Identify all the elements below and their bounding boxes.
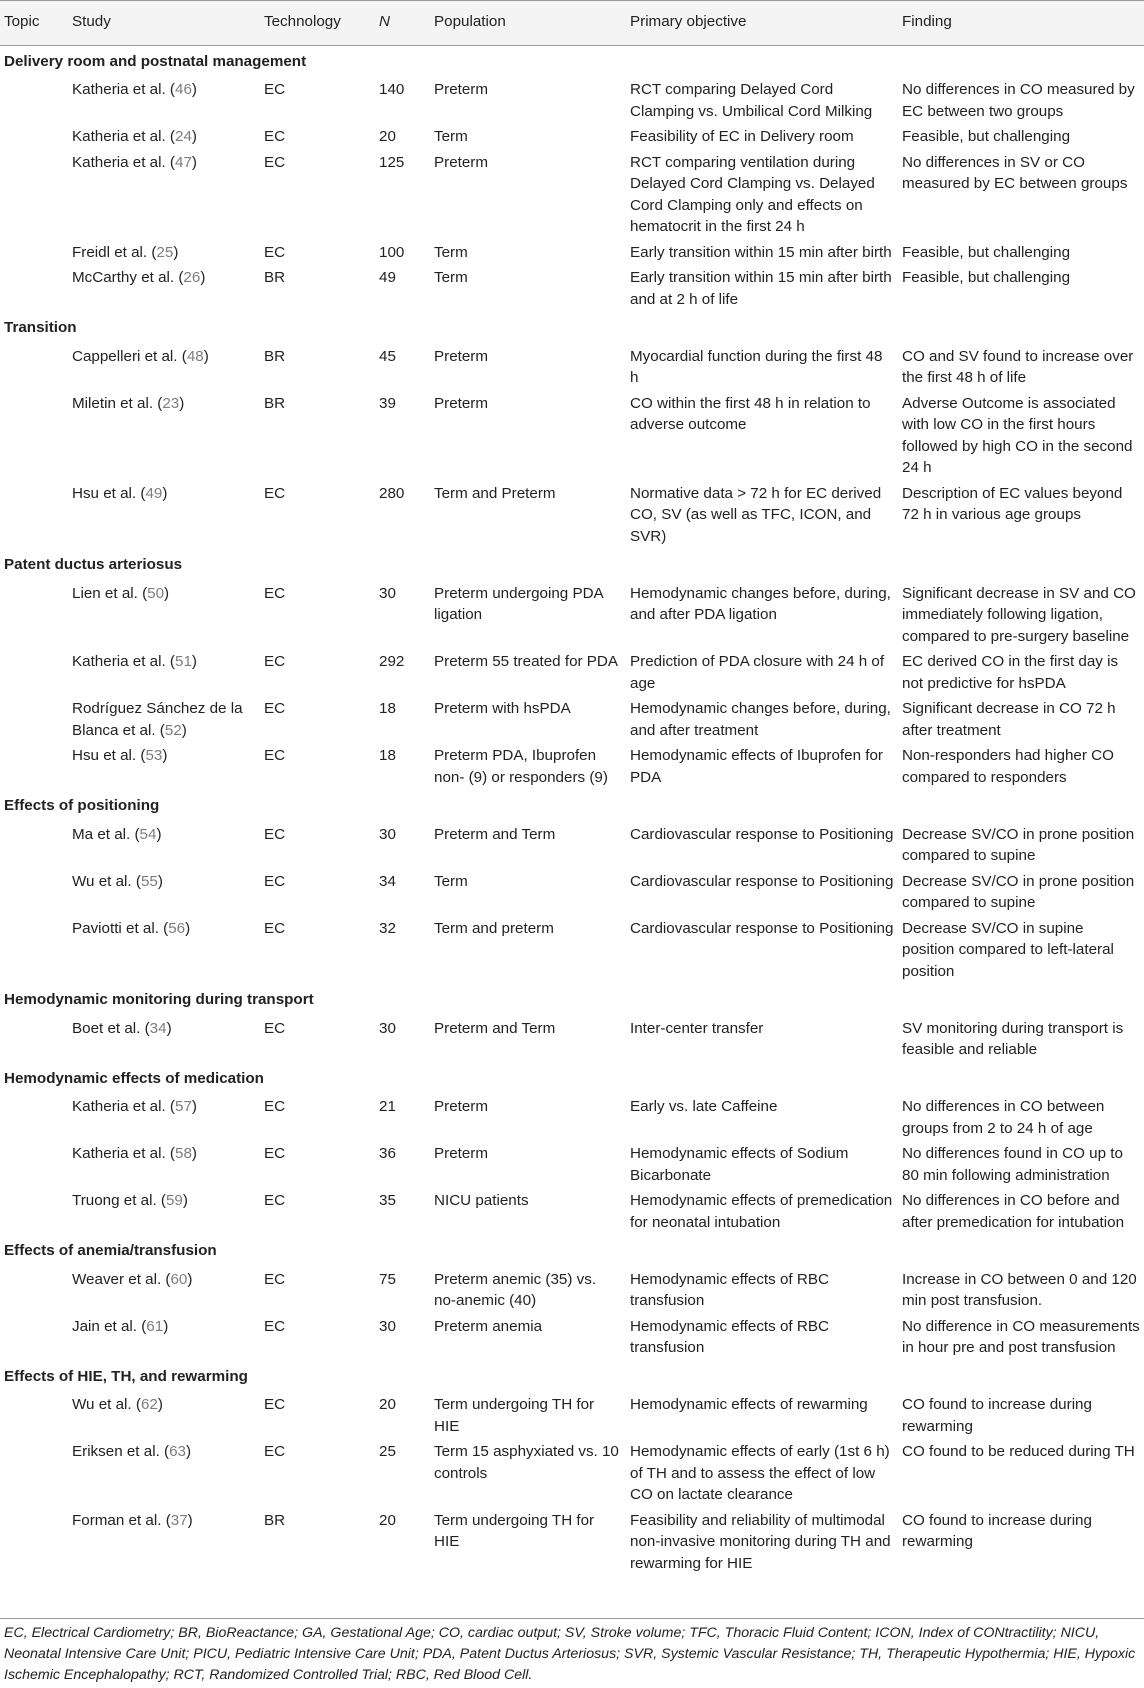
population-cell: Preterm <box>434 81 489 98</box>
study-cell <box>68 1439 260 1508</box>
n-cell: 18 <box>379 700 396 717</box>
objective-cell: Hemodynamic effects of Ibuprofen for PDA <box>630 747 883 786</box>
finding-cell: No differences in CO between groups from 2 to 24 h of age <box>902 1098 1105 1137</box>
n-cell: 30 <box>379 584 396 602</box>
n-cell: 32 <box>379 919 396 937</box>
reference-link[interactable]: 59 <box>165 1192 183 1209</box>
table-row <box>0 1508 1144 1577</box>
reference-link[interactable]: 25 <box>156 243 174 261</box>
population-cell: Term <box>434 269 468 286</box>
reference-link[interactable]: 60 <box>170 1270 188 1288</box>
objective-cell: Cardiovascular response to Positioning <box>630 872 894 890</box>
objective-cell: Early transition within 15 min after birth <box>630 243 892 261</box>
objective-cell: Hemodynamic effects of RBC transfusion <box>630 1317 829 1356</box>
reference-link[interactable]: 47 <box>175 153 192 171</box>
study-cell <box>68 1016 260 1063</box>
topic-cell <box>0 649 68 696</box>
reference-link[interactable]: 51 <box>175 653 192 670</box>
population-cell: Preterm <box>434 153 489 171</box>
technology-cell: EC <box>264 1443 286 1460</box>
technology-cell: EC <box>264 919 286 937</box>
table-row <box>0 581 1144 650</box>
technology-cell: BR <box>264 347 286 365</box>
population-cell: Term and preterm <box>434 919 554 937</box>
header-primary-objective: Primary objective <box>626 1 898 46</box>
study-name: Hsu et al. ( <box>72 747 146 764</box>
n-cell: 20 <box>379 128 396 145</box>
population-cell: Preterm and Term <box>434 1019 556 1037</box>
technology-cell: EC <box>264 1145 286 1162</box>
objective-cell: RCT comparing ventilation during Delayed Cord Clamping vs. Delayed Cord Clamping only and effects on hematocrit in the first 24 h <box>630 153 875 235</box>
technology-cell: EC <box>264 81 286 98</box>
study-cell <box>68 265 260 312</box>
close-paren: ) <box>162 747 168 764</box>
finding-cell: Significant decrease in SV and CO immediately following ligation, compared to pre-surgery baseline <box>902 584 1136 645</box>
study-name: Weaver et al. ( <box>72 1270 171 1288</box>
objective-cell: Inter-center transfer <box>630 1019 764 1037</box>
reference-link[interactable]: 48 <box>186 347 204 365</box>
study-name: Jain et al. ( <box>72 1317 147 1335</box>
objective-cell: Myocardial function during the first 48 h <box>630 347 883 386</box>
header-study: Study <box>68 1 260 46</box>
close-paren: ) <box>191 81 197 98</box>
n-cell: 36 <box>379 1145 396 1162</box>
section-title: Hemodynamic monitoring during transport <box>4 991 314 1008</box>
section-row <box>0 1361 1144 1393</box>
study-cell <box>68 1267 260 1314</box>
table-row <box>0 481 1144 550</box>
topic-cell <box>0 240 68 266</box>
study-name: Rodríguez Sánchez de la Blanca et al. ( <box>72 700 243 739</box>
technology-cell: EC <box>264 584 286 602</box>
study-cell <box>68 822 260 869</box>
table-row <box>0 240 1144 266</box>
header-n: N <box>375 1 430 46</box>
study-cell <box>68 391 260 481</box>
table-row <box>0 869 1144 916</box>
close-paren: ) <box>191 1145 197 1162</box>
close-paren: ) <box>166 1019 172 1037</box>
section-row <box>0 549 1144 581</box>
topic-cell <box>0 481 68 550</box>
n-cell: 75 <box>379 1270 396 1288</box>
technology-cell: EC <box>264 653 286 670</box>
topic-cell <box>0 1508 68 1577</box>
technology-cell: EC <box>264 128 286 145</box>
header-topic: Topic <box>0 1 68 46</box>
reference-link[interactable]: 53 <box>145 747 163 764</box>
objective-cell: Hemodynamic effects of RBC transfusion <box>630 1270 829 1309</box>
study-name: Eriksen et al. ( <box>72 1443 170 1460</box>
study-cell <box>68 481 260 550</box>
study-cell <box>68 1314 260 1361</box>
study-cell <box>68 77 260 124</box>
topic-cell <box>0 822 68 869</box>
finding-cell: Feasible, but challenging <box>902 269 1071 286</box>
n-cell: 39 <box>379 394 396 412</box>
n-cell: 49 <box>379 269 396 286</box>
technology-cell: BR <box>264 269 286 286</box>
n-cell: 20 <box>379 1396 396 1413</box>
study-cell <box>68 869 260 916</box>
objective-cell: Feasibility of EC in Delivery room <box>630 128 854 145</box>
finding-cell: Non-responders had higher CO compared to responders <box>902 747 1114 786</box>
technology-cell: EC <box>264 153 286 171</box>
topic-cell <box>0 869 68 916</box>
study-name: Katheria et al. ( <box>72 128 175 145</box>
study-name: McCarthy et al. ( <box>72 269 184 286</box>
population-cell: Preterm <box>434 1145 489 1162</box>
technology-cell: EC <box>264 1396 286 1413</box>
technology-cell: BR <box>264 1511 286 1529</box>
table-row <box>0 1314 1144 1361</box>
n-cell: 140 <box>379 81 405 98</box>
close-paren: ) <box>181 721 187 739</box>
population-cell: Term and Preterm <box>434 484 556 502</box>
table-row <box>0 1392 1144 1439</box>
table-footnote: EC, Electrical Cardiometry; BR, BioReactance; GA, Gestational Age; CO, cardiac output; SV, Stroke volume; TFC, Thoracic Fluid Content; ICON, Index of CONtractility; NICU, Neonatal Intensive Care Unit; PICU, Pediatric Intensive Care Unit; PDA, Patent Ductus Arteriosus; SVR, Systemic Vascular Resistance; TH, Therapeutic Hypothermia; HIE, Hypoxic Ischemic Encephalopathy; RCT, Randomized Controlled Trial; RBC, Red Blood Cell. <box>0 1618 1144 1686</box>
objective-cell: Cardiovascular response to Positioning <box>630 919 894 937</box>
finding-cell: No differences found in CO up to 80 min following administration <box>902 1145 1123 1184</box>
table-row <box>0 265 1144 312</box>
finding-cell: Significant decrease in CO 72 h after treatment <box>902 700 1116 739</box>
table-header <box>0 1 1144 46</box>
finding-cell: CO and SV found to increase over the first 48 h of life <box>902 347 1134 386</box>
study-name: Katheria et al. ( <box>72 81 175 98</box>
reference-link[interactable]: 56 <box>168 919 186 937</box>
population-cell: Preterm anemia <box>434 1317 543 1335</box>
objective-cell: Hemodynamic changes before, during, and after PDA ligation <box>630 584 891 623</box>
objective-cell: CO within the first 48 h in relation to adverse outcome <box>630 394 871 433</box>
table-row <box>0 77 1144 124</box>
finding-cell: No differences in CO before and after premedication for intubation <box>902 1192 1125 1231</box>
study-cell <box>68 344 260 391</box>
table-row <box>0 822 1144 869</box>
topic-cell <box>0 124 68 150</box>
population-cell: Term undergoing TH for HIE <box>434 1396 595 1435</box>
reference-link[interactable]: 62 <box>140 1396 158 1413</box>
population-cell: Preterm <box>434 1098 489 1115</box>
objective-cell: Feasibility and reliability of multimodal non-invasive monitoring during TH and rewarming for HIE <box>630 1511 891 1572</box>
finding-cell: No differences in CO measured by EC between two groups <box>902 81 1135 120</box>
finding-cell: Feasible, but challenging <box>902 243 1071 261</box>
close-paren: ) <box>187 1511 193 1529</box>
population-cell: Preterm with hsPDA <box>434 700 571 717</box>
reference-link[interactable]: 57 <box>175 1098 192 1115</box>
close-paren: ) <box>191 128 197 145</box>
objective-cell: Hemodynamic effects of premedication for neonatal intubation <box>630 1192 893 1231</box>
technology-cell: EC <box>264 872 286 890</box>
study-name: Wu et al. ( <box>72 1396 141 1413</box>
topic-cell <box>0 150 68 240</box>
section-row <box>0 1063 1144 1095</box>
n-cell: 30 <box>379 1019 396 1037</box>
topic-cell <box>0 916 68 985</box>
finding-cell: No difference in CO measurements in hour pre and post transfusion <box>902 1317 1140 1356</box>
reference-link[interactable]: 49 <box>145 484 163 502</box>
header-population: Population <box>430 1 626 46</box>
study-name: Hsu et al. ( <box>72 484 146 502</box>
population-cell: Preterm <box>434 347 489 365</box>
study-name: Lien et al. ( <box>72 584 148 602</box>
close-paren: ) <box>157 1396 163 1413</box>
close-paren: ) <box>203 347 209 365</box>
section-row <box>0 984 1144 1016</box>
n-cell: 25 <box>379 1443 396 1460</box>
topic-cell <box>0 344 68 391</box>
n-cell: 30 <box>379 1317 396 1335</box>
reference-link[interactable]: 46 <box>175 81 192 98</box>
close-paren: ) <box>200 269 206 286</box>
table-row <box>0 1439 1144 1508</box>
objective-cell: Early vs. late Caffeine <box>630 1098 778 1115</box>
finding-cell: CO found to increase during rewarming <box>902 1396 1092 1435</box>
section-title: Hemodynamic effects of medication <box>4 1069 264 1087</box>
population-cell: Preterm <box>434 394 489 412</box>
population-cell: Preterm and Term <box>434 825 556 843</box>
reference-link[interactable]: 63 <box>169 1443 186 1460</box>
technology-cell: EC <box>264 1270 286 1288</box>
close-paren: ) <box>157 872 163 890</box>
n-cell: 280 <box>379 484 405 502</box>
study-cell <box>68 1392 260 1439</box>
objective-cell: Cardiovascular response to Positioning <box>630 825 894 843</box>
objective-cell: RCT comparing Delayed Cord Clamping vs. Umbilical Cord Milking <box>630 81 873 120</box>
study-name: Forman et al. ( <box>72 1511 171 1529</box>
finding-cell: Increase in CO between 0 and 120 min post transfusion. <box>902 1270 1137 1309</box>
close-paren: ) <box>185 1443 192 1460</box>
section-row <box>0 45 1144 77</box>
close-paren: ) <box>191 653 197 670</box>
objective-cell: Prediction of PDA closure with 24 h of age <box>630 653 885 692</box>
study-name: Katheria et al. ( <box>72 1098 175 1115</box>
study-name: Ma et al. ( <box>72 825 140 843</box>
close-paren: ) <box>163 1317 169 1335</box>
reference-link[interactable]: 54 <box>139 825 157 843</box>
header-finding: Finding <box>898 1 1144 46</box>
topic-cell <box>0 1392 68 1439</box>
table-row <box>0 743 1144 790</box>
technology-cell: EC <box>264 747 286 764</box>
finding-cell: EC derived CO in the first day is not predictive for hsPDA <box>902 653 1119 692</box>
topic-cell <box>0 581 68 650</box>
topic-cell <box>0 1188 68 1235</box>
finding-cell: Decrease SV/CO in supine position compared to left-lateral position <box>902 919 1114 980</box>
population-cell: Term <box>434 243 468 261</box>
table-row <box>0 150 1144 240</box>
reference-link[interactable]: 34 <box>149 1019 167 1037</box>
header-technology: Technology <box>260 1 375 46</box>
objective-cell: Hemodynamic effects of Sodium Bicarbonate <box>630 1145 849 1184</box>
population-cell: Preterm PDA, Ibuprofen non- (9) or responders (9) <box>434 747 608 786</box>
population-cell: Term <box>434 128 468 145</box>
population-cell: NICU patients <box>434 1192 529 1209</box>
reference-link[interactable]: 23 <box>162 394 180 412</box>
reference-link[interactable]: 50 <box>147 584 165 602</box>
technology-cell: BR <box>264 394 286 412</box>
table-row <box>0 344 1144 391</box>
table-row <box>0 1188 1144 1235</box>
table-row <box>0 391 1144 481</box>
study-name: Cappelleri et al. ( <box>72 347 187 365</box>
technology-cell: EC <box>264 1192 286 1209</box>
study-name: Boet et al. ( <box>72 1019 150 1037</box>
topic-cell <box>0 1267 68 1314</box>
finding-cell: SV monitoring during transport is feasible and reliable <box>902 1019 1124 1058</box>
reference-link[interactable]: 55 <box>140 872 158 890</box>
technology-cell: EC <box>264 243 286 261</box>
study-name: Paviotti et al. ( <box>72 919 169 937</box>
n-cell: 125 <box>379 153 405 171</box>
table-row <box>0 1016 1144 1063</box>
finding-cell: Description of EC values beyond 72 h in various age groups <box>902 484 1123 523</box>
objective-cell: Normative data > 72 h for EC derived CO, SV (as well as TFC, ICON, and SVR) <box>630 484 882 545</box>
n-cell: 21 <box>379 1098 396 1115</box>
n-cell: 45 <box>379 347 396 365</box>
section-row <box>0 790 1144 822</box>
study-name: Miletin et al. ( <box>72 394 163 412</box>
topic-cell <box>0 1016 68 1063</box>
reference-link[interactable]: 61 <box>146 1317 164 1335</box>
study-cell <box>68 649 260 696</box>
finding-cell: CO found to be reduced during TH <box>902 1443 1135 1460</box>
population-cell: Preterm 55 treated for PDA <box>434 653 619 670</box>
table-row <box>0 649 1144 696</box>
study-cell <box>68 1094 260 1141</box>
technology-cell: EC <box>264 1317 286 1335</box>
n-cell: 292 <box>379 653 405 670</box>
finding-cell: Decrease SV/CO in prone position compared to supine <box>902 825 1135 864</box>
objective-cell: Hemodynamic effects of early (1st 6 h) of TH and to assess the effect of low CO on lactate clearance <box>630 1443 890 1503</box>
close-paren: ) <box>173 243 179 261</box>
close-paren: ) <box>191 1098 197 1115</box>
n-cell: 34 <box>379 872 396 890</box>
topic-cell <box>0 1439 68 1508</box>
finding-cell: Decrease SV/CO in prone position compared to supine <box>902 872 1135 911</box>
table-row <box>0 916 1144 985</box>
n-cell: 18 <box>379 747 396 764</box>
reference-link[interactable]: 58 <box>175 1145 192 1162</box>
table-row <box>0 1141 1144 1188</box>
section-row <box>0 312 1144 344</box>
technology-cell: EC <box>264 825 286 843</box>
section-title: Transition <box>4 319 77 336</box>
technology-cell: EC <box>264 484 286 502</box>
study-name: Freidl et al. ( <box>72 243 157 261</box>
reference-link[interactable]: 52 <box>164 721 182 739</box>
topic-cell <box>0 743 68 790</box>
study-name: Katheria et al. ( <box>72 1145 175 1162</box>
objective-cell: Early transition within 15 min after birth and at 2 h of life <box>630 269 892 308</box>
table-row <box>0 696 1144 743</box>
study-name: Katheria et al. ( <box>72 653 175 670</box>
study-cell <box>68 240 260 266</box>
topic-cell <box>0 1094 68 1141</box>
n-cell: 30 <box>379 825 396 843</box>
table-row <box>0 1267 1144 1314</box>
section-title: Effects of HIE, TH, and rewarming <box>4 1367 248 1385</box>
n-cell: 35 <box>379 1192 396 1209</box>
close-paren: ) <box>191 153 197 171</box>
close-paren: ) <box>164 584 170 602</box>
close-paren: ) <box>179 394 185 412</box>
table-row <box>0 124 1144 150</box>
table-row <box>0 1094 1144 1141</box>
topic-cell <box>0 265 68 312</box>
study-cell <box>68 1188 260 1235</box>
population-cell: Term undergoing TH for HIE <box>434 1511 595 1550</box>
section-title: Patent ductus arteriosus <box>4 556 183 573</box>
section-row <box>0 1235 1144 1267</box>
study-cell <box>68 581 260 650</box>
topic-cell <box>0 696 68 743</box>
topic-cell <box>0 77 68 124</box>
close-paren: ) <box>156 825 162 843</box>
close-paren: ) <box>162 484 168 502</box>
study-cell <box>68 124 260 150</box>
population-cell: Preterm undergoing PDA ligation <box>434 584 603 623</box>
topic-cell <box>0 391 68 481</box>
close-paren: ) <box>182 1192 188 1209</box>
close-paren: ) <box>185 919 191 937</box>
section-title: Effects of positioning <box>4 797 160 814</box>
study-cell <box>68 743 260 790</box>
topic-cell <box>0 1141 68 1188</box>
technology-cell: EC <box>264 1098 286 1115</box>
study-name: Katheria et al. ( <box>72 153 175 171</box>
topic-cell <box>0 1314 68 1361</box>
population-cell: Term <box>434 872 468 890</box>
population-cell: Term 15 asphyxiated vs. 10 controls <box>434 1443 619 1482</box>
study-name: Truong et al. ( <box>72 1192 166 1209</box>
study-cell <box>68 150 260 240</box>
technology-cell: EC <box>264 1019 286 1037</box>
close-paren: ) <box>187 1270 193 1288</box>
reference-link[interactable]: 26 <box>183 269 201 286</box>
objective-cell: Hemodynamic effects of rewarming <box>630 1396 868 1413</box>
finding-cell: Adverse Outcome is associated with low CO in the first hours followed by high CO in the second 24 h <box>902 394 1133 476</box>
section-title: Effects of anemia/transfusion <box>4 1242 217 1259</box>
technology-cell: EC <box>264 700 286 717</box>
study-name: Wu et al. ( <box>72 872 141 890</box>
finding-cell: Feasible, but challenging <box>902 128 1071 145</box>
n-cell: 100 <box>379 243 405 261</box>
population-cell: Preterm anemic (35) vs. no-anemic (40) <box>434 1270 597 1309</box>
study-cell <box>68 1508 260 1577</box>
section-title: Delivery room and postnatal management <box>4 52 307 70</box>
finding-cell: CO found to increase during rewarming <box>902 1511 1092 1550</box>
study-cell <box>68 1141 260 1188</box>
finding-cell: No differences in SV or CO measured by EC between groups <box>902 153 1128 192</box>
reference-link[interactable]: 37 <box>170 1511 188 1529</box>
objective-cell: Hemodynamic changes before, during, and after treatment <box>630 700 891 739</box>
study-cell <box>68 916 260 985</box>
study-cell <box>68 696 260 743</box>
reference-link[interactable]: 24 <box>175 128 192 145</box>
table-body <box>0 45 1144 1576</box>
n-cell: 20 <box>379 1511 396 1529</box>
